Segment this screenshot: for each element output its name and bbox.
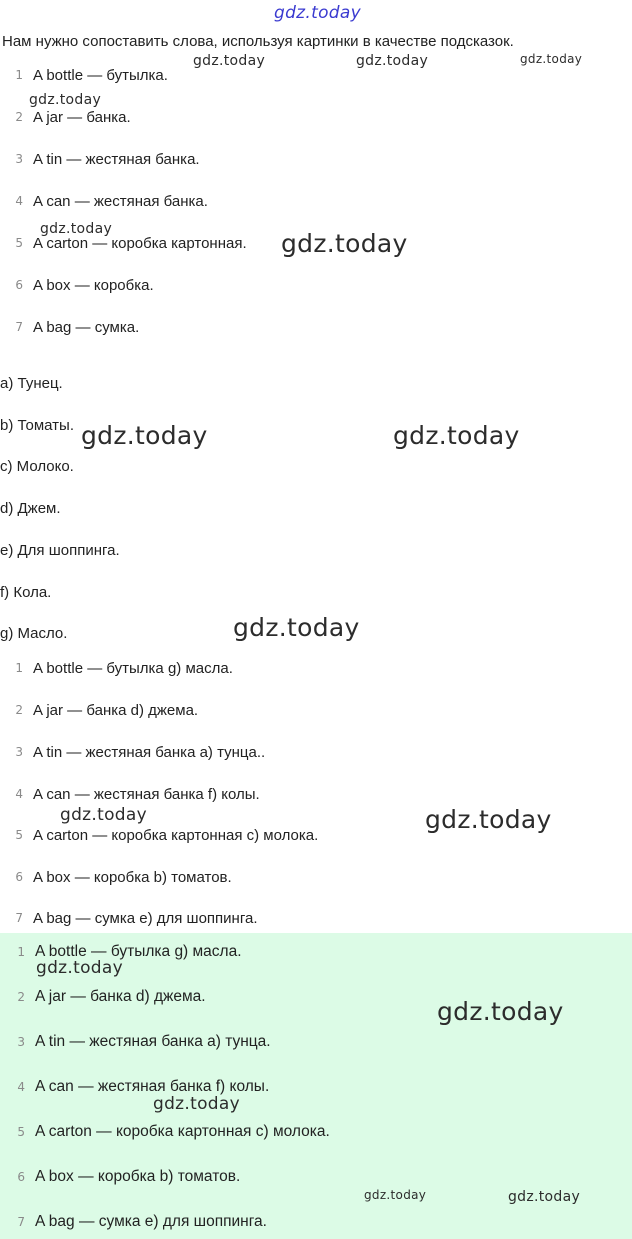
- watermark: gdz.today: [60, 805, 147, 825]
- item-text: A bottle — бутылка g) масла.: [33, 659, 233, 677]
- answer-item: [0, 1166, 240, 1188]
- item-text: A bag — сумка e) для шоппинга.: [35, 1213, 267, 1230]
- item-text: A can — жестяная банка.: [33, 192, 208, 210]
- option-item: a) Тунец.: [0, 375, 63, 392]
- item-number: 3: [15, 152, 23, 166]
- item-number: 2: [17, 990, 25, 1004]
- list-item: [0, 316, 139, 338]
- item-text: A box — коробка b) томатов.: [33, 868, 232, 886]
- item-text: A bag — сумка e) для шоппинга.: [33, 909, 258, 927]
- watermark: gdz.today: [356, 53, 429, 69]
- watermark: gdz.today: [233, 613, 360, 642]
- item-number: 3: [17, 1035, 25, 1049]
- item-number: 1: [15, 661, 23, 675]
- item-text: A carton — коробка картонная c) молока.: [35, 1123, 330, 1140]
- item-number: 6: [17, 1170, 25, 1184]
- item-number: 2: [15, 110, 23, 124]
- item-text: A can — жестяная банка f) колы.: [35, 1078, 270, 1095]
- answer-item: [0, 1031, 271, 1053]
- answer-item: [0, 1121, 330, 1143]
- list-item: [0, 148, 200, 170]
- item-number: 6: [15, 278, 23, 292]
- watermark: gdz.today: [281, 229, 408, 258]
- item-number: 7: [15, 320, 23, 334]
- list-item: [0, 699, 198, 721]
- item-number: 6: [15, 870, 23, 884]
- item-text: A bottle — бутылка.: [33, 66, 168, 84]
- watermark: gdz.today: [29, 92, 102, 108]
- list-item: [0, 824, 318, 846]
- item-text: A tin — жестяная банка.: [33, 150, 200, 168]
- item-number: 3: [15, 745, 23, 759]
- item-number: 5: [17, 1125, 25, 1139]
- item-text: A box — коробка b) томатов.: [35, 1168, 241, 1185]
- list-item: [0, 232, 247, 254]
- item-number: 4: [15, 194, 23, 208]
- item-text: A box — коробка.: [33, 276, 154, 294]
- list-item: [0, 106, 131, 128]
- option-item: d) Джем.: [0, 500, 61, 517]
- watermark: gdz.today: [153, 1094, 240, 1114]
- item-text: A bottle — бутылка g) масла.: [35, 943, 242, 960]
- list-item: [0, 190, 208, 212]
- item-number: 4: [15, 787, 23, 801]
- item-text: A jar — банка.: [33, 108, 131, 126]
- item-text: A bag — сумка.: [33, 318, 140, 336]
- item-text: A carton — коробка картонная.: [33, 234, 247, 252]
- item-text: A jar — банка d) джема.: [35, 988, 206, 1005]
- watermark: gdz.today: [36, 958, 123, 978]
- list-item: [0, 741, 265, 763]
- item-number: 7: [17, 1215, 25, 1229]
- answer-item: [0, 986, 206, 1008]
- item-number: 1: [17, 945, 25, 959]
- item-number: 2: [15, 703, 23, 717]
- item-number: 5: [15, 236, 23, 250]
- item-number: 4: [17, 1080, 25, 1094]
- item-text: A can — жестяная банка f) колы.: [33, 785, 260, 803]
- item-text: A jar — банка d) джема.: [33, 701, 199, 719]
- item-text: A tin — жестяная банка a) тунца..: [33, 743, 266, 761]
- list-item: [0, 783, 260, 805]
- watermark: gdz.today: [40, 221, 113, 237]
- option-item: e) Для шоппинга.: [0, 542, 120, 559]
- option-item: c) Молоко.: [0, 458, 74, 475]
- item-text: A carton — коробка картонная c) молока.: [33, 826, 319, 844]
- watermark: gdz.today: [508, 1189, 581, 1205]
- list-item: [0, 64, 168, 86]
- option-item: b) Томаты.: [0, 417, 74, 434]
- list-item: [0, 907, 258, 929]
- watermark: gdz.today: [425, 805, 552, 834]
- list-item: [0, 866, 232, 888]
- watermark: gdz.today: [81, 421, 208, 450]
- watermark: gdz.today: [193, 53, 266, 69]
- list-item: [0, 274, 154, 296]
- watermark: gdz.today: [437, 997, 564, 1026]
- option-item: f) Кола.: [0, 584, 52, 601]
- watermark: gdz.today: [364, 1188, 427, 1202]
- site-logo[interactable]: gdz.today: [274, 3, 361, 23]
- item-number: 7: [15, 911, 23, 925]
- answer-item: [0, 1211, 267, 1233]
- item-text: A tin — жестяная банка a) тунца.: [35, 1033, 271, 1050]
- watermark: gdz.today: [393, 421, 520, 450]
- option-item: g) Масло.: [0, 625, 68, 642]
- watermark: gdz.today: [520, 52, 583, 66]
- item-number: 5: [15, 828, 23, 842]
- task-intro: Нам нужно сопоставить слова, используя картинки в качестве подсказок.: [2, 33, 514, 50]
- list-item: [0, 657, 233, 679]
- item-number: 1: [15, 68, 23, 82]
